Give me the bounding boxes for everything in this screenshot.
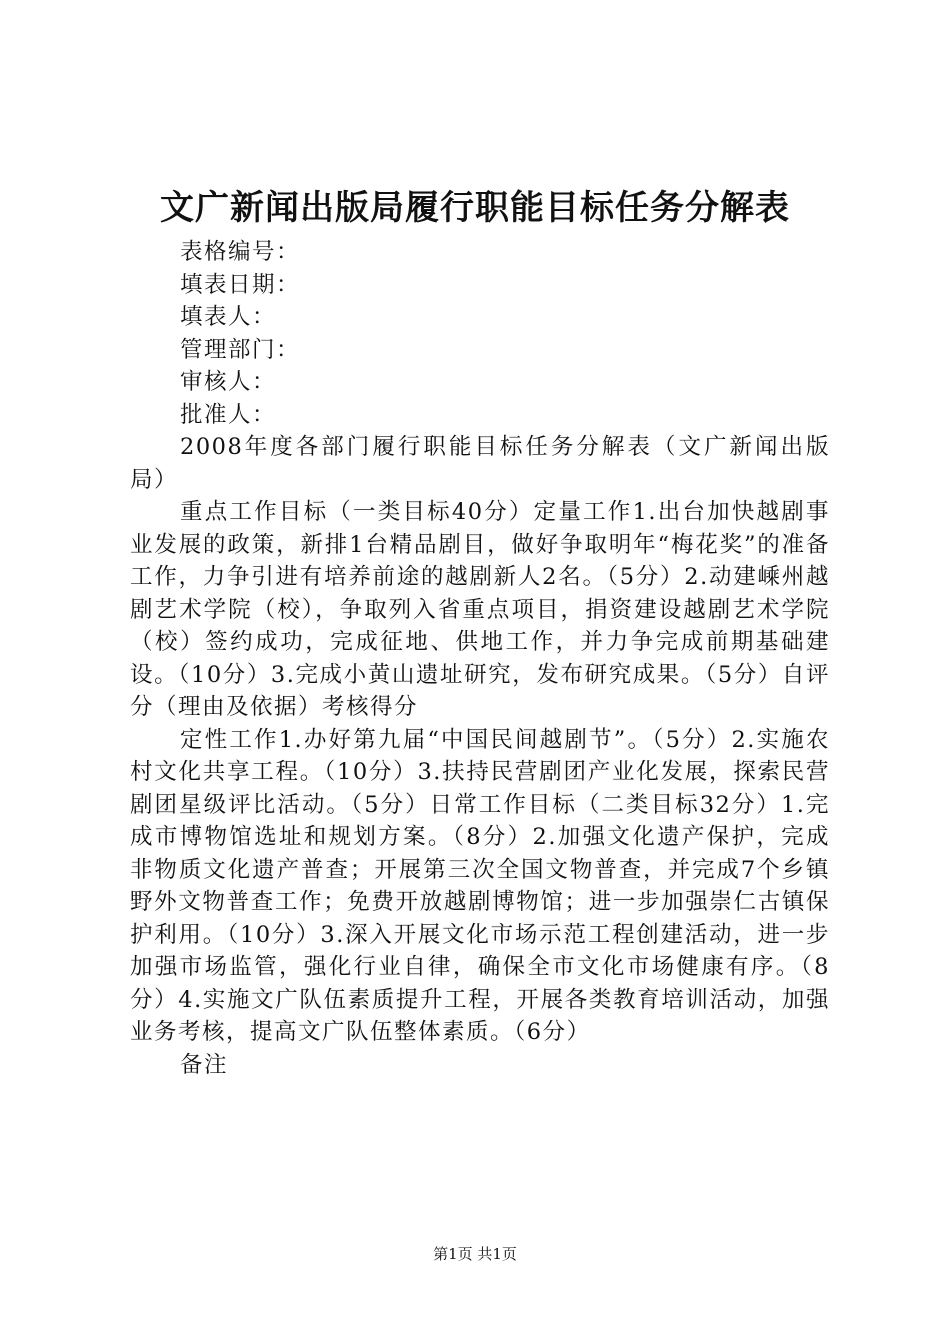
page-footer: 第1页 共1页 [433, 1245, 517, 1263]
field-form-number: 表格编号： [180, 239, 301, 265]
document-title: 文广新闻出版局履行职能目标任务分解表 [160, 188, 790, 228]
field-approver: 批准人： [180, 401, 277, 428]
field-reviewer: 审核人： [180, 369, 277, 395]
field-filler: 填表人： [180, 304, 277, 330]
field-fill-date: 填表日期： [180, 271, 301, 298]
field-management-dept: 管理部门： [180, 336, 301, 363]
paragraph-key-targets: 重点工作目标（一类目标40分）定量工作1.出台加快越剧事业发展的政策，新排1台精品剧目，做好争取明年“梅花奖”的准备工作，力争引进有培养前途的越剧新人2名。（5分）2.动建嵊州越剧艺术学院（校），争取列入省重点项目，捐资建设越剧艺术学院（校）签约成功，完成征地、供地工作，并力争完成前期基础建设。（10分）3.完成小黄山遗址研究，发布研究成果。（5分）自评分（理由及依据）考核得分 [130, 499, 830, 720]
paragraph-heading: 2008年度各部门履行职能目标任务分解表（文广新闻出版局） [130, 434, 830, 493]
paragraph-qualitative-work: 定性工作1.办好第九届“中国民间越剧节”。（5分）2.实施农村文化共享工程。（10分）3.扶持民营剧团产业化发展，探索民营剧团星级评比活动。（5分）日常工作目标（二类目标32分）1.完成市博物馆选址和规划方案。（8分）2.加强文化遗产保护，完成非物质文化遗产普查；开展第三次全国文物普查，并完成7个乡镇野外文物普查工作；免费开放越剧博物馆；进一步加强崇仁古镇保护利用。（10分）3.深入开展文化市场示范工程创建活动，进一步加强市场监管，强化行业自律，确保全市文化市场健康有序。（8分）4.实施文广队伍素质提升工程，开展各类教育培训活动，加强业务考核，提高文广队伍整体素质。（6分） [130, 726, 830, 1045]
paragraph-remarks: 备注 [180, 1051, 229, 1078]
document-body [130, 236, 830, 1081]
